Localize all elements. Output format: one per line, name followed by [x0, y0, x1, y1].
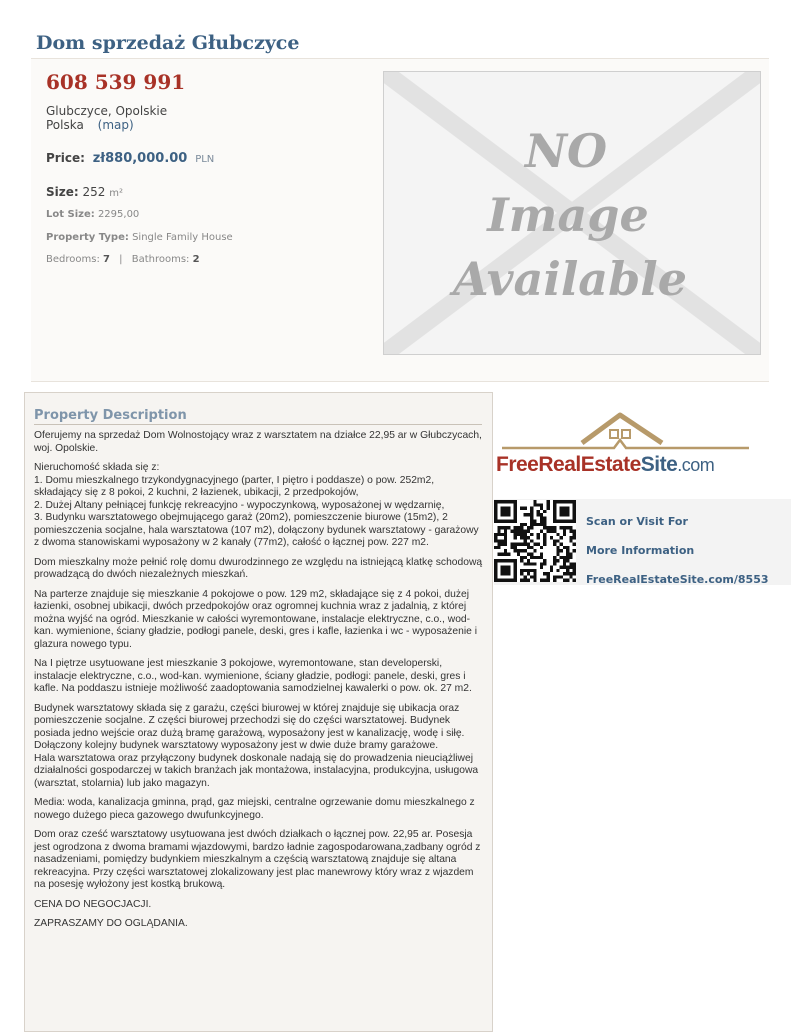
size-value: 252 — [82, 185, 106, 199]
property-photo-placeholder[interactable] — [383, 71, 761, 355]
map-link[interactable]: (map) — [97, 118, 134, 132]
description-paragraph: Media: woda, kanalizacja gminna, prąd, gaz miejski, centralne ogrzewanie domu mieszkalnego z nowego dużego pieca gazowego dwufunkcyjnego. — [34, 797, 475, 821]
description-paragraph: Dom oraz cześć warsztatowy usytuowana jest dwóch działkach o łącznej pow. 22,95 ar. Posesja jest ogrodzona z dwoma bramami wjazdowymi, bardzo ładnie zagospodarowana,zadbany ogród z nasadzeniami, pomiędzy budynkiem mieszkalnym a częścią warsztatową znajduje się altana rekreacyjna. Przy części warsztatowej zlokalizowany jest plac manewrowy który wraz z wjazdem na posesję wyłożony jest kostką brukową. — [34, 829, 481, 890]
description-paragraph: Oferujemy na sprzedaż Dom Wolnostojący wraz z warsztatem na działce 22,95 ar w Głubczycach, woj. Opolskie. — [34, 430, 482, 454]
address-city: Glubczyce, Opolskie — [46, 104, 168, 118]
description-paragraph: ZAPRASZAMY DO OGLĄDANIA. — [34, 918, 188, 929]
description-heading: Property Description — [34, 408, 187, 423]
bedrooms-value: 7 — [103, 254, 110, 265]
bathrooms-label: Bathrooms: — [131, 254, 190, 265]
brand-logo-part3: .com — [677, 455, 715, 475]
bedrooms-label: Bedrooms: — [46, 254, 100, 265]
qr-link[interactable]: FreeRealEstateSite.com/8553 — [586, 573, 769, 586]
qr-caption-line1: Scan or Visit For — [586, 515, 688, 528]
description-paragraph: Budynek warsztatowy składa się z garażu, części biurowej w której znajduje się ubikacja oraz pomieszczenie socjalne. Z części biurowej przechodzi się do części warsztatowej. Budynek posiada jedno wejście oraz dużą bramę garażową, wyposażony jest w kanalizację, wodę i siłę. Dołączony kolejny budynek warsztatowy wyposażony jest w dwie duże bramy garażowe. Hala warsztatowa oraz przyłączony budynek doskonale nadają się do prowadzenia nieuciążliwej działalności gospodarczej w takich branżach jak montażowa, instalacyjna, produkcyjna, usługowa (warsztat, stolarnia) lub jako magazyn. — [34, 702, 479, 789]
description-divider — [34, 424, 482, 425]
price-label: Price: — [46, 151, 85, 165]
address-country-line — [46, 118, 134, 132]
description-paragraph: Nieruchomość składa się z: 1. Domu mieszkalnego trzykondygnacyjnego (parter, I piętro i poddasze) o pow. 252m2, składający się z 8 pokoi, 2 kuchni, 2 łazienek, ubikacji, 2 przedpokojów, 2. Dużej Altany pełniącej funkcję rekreacyjno - wypoczynkową, wyposażonej w wędzarnię, 3. Budynku warsztatowego obejmującego garaż (20m2), pomieszczenie biurowe (15m2), 2 pomieszczenia socjalne, hala warsztatowa (107 m2), dołączony bydunek warsztatowy - garażowy z dwoma stanowiskami wyposażony w 2 kanały (77m2), całość o łącznej pow. 227 m2. — [34, 462, 479, 548]
phone-number[interactable]: 608 539 991 — [46, 70, 186, 94]
rooms-separator: | — [119, 254, 123, 265]
brand-logo-part1: FreeRealEstate — [496, 453, 641, 476]
description-paragraph: CENA DO NEGOCJACJI. — [34, 898, 152, 910]
rooms-row — [46, 254, 200, 265]
no-image-text-line2: Image — [487, 188, 649, 242]
size-label: Size: — [46, 185, 79, 199]
property-type-value: Single Family House — [132, 232, 233, 243]
description-paragraph: Na parterze znajduje się mieszkanie 4 pokojowe o pow. 129 m2, składające się z 4 pokoi, dużej łazienki, osobnej ubikacji, dwóch przedpokojów oraz ogromnej kuchnia wraz z jadalnią, z której można wyjść na ogród. Mieszkanie w całości wyremontowane, instalacje elektryczne, c.o., wod-kan. wymienione, ściany gładzie, podłogi panele, deski, gres i kafle, łazienka i wc - wyposażenie i glazura nowego typu. — [34, 588, 477, 650]
no-image-text-line1: NO — [524, 124, 608, 178]
lot-size-row — [46, 209, 139, 220]
description-paragraph: Dom mieszkalny może pełnić rolę domu dwurodzinnego ze względu na istniejącą klatkę schodową prowadzącą do dwóch niezależnych mieszkań. — [34, 556, 483, 580]
description-paragraph: Na I piętrze usytuowane jest mieszkanie 3 pokojowe, wyremontowane, stan developerski, instalacje elektryczne, c.o., wod-kan. wymienione, ściany gładzie, podłogi: panele, deski, gres i kafle. Na poddaszu istnieje możliwość zaadoptowania samodzielnej kawalerki o pow. ok. 27 m2. — [34, 658, 472, 694]
qr-code-icon[interactable] — [494, 500, 576, 582]
property-type-label: Property Type: — [46, 232, 129, 243]
page-title: Dom sprzedaż Głubczyce — [36, 32, 300, 54]
property-type-row — [46, 232, 233, 243]
no-image-text-line3: Available — [452, 252, 688, 306]
qr-caption-line2: More Information — [586, 544, 695, 557]
lot-size-value: 2295,00 — [97, 209, 140, 220]
description-body — [34, 430, 484, 938]
brand-logo-part2: Site — [640, 453, 678, 476]
size-unit: m² — [109, 188, 123, 199]
brand-logo[interactable] — [496, 453, 714, 477]
size-row — [46, 185, 123, 199]
price-currency: PLN — [195, 154, 215, 165]
bathrooms-value: 2 — [192, 254, 200, 265]
lot-size-label: Lot Size: — [46, 209, 95, 220]
address-country: Polska — [46, 118, 84, 132]
price-row — [46, 151, 214, 166]
price-value: zł880,000.00 — [92, 151, 188, 166]
